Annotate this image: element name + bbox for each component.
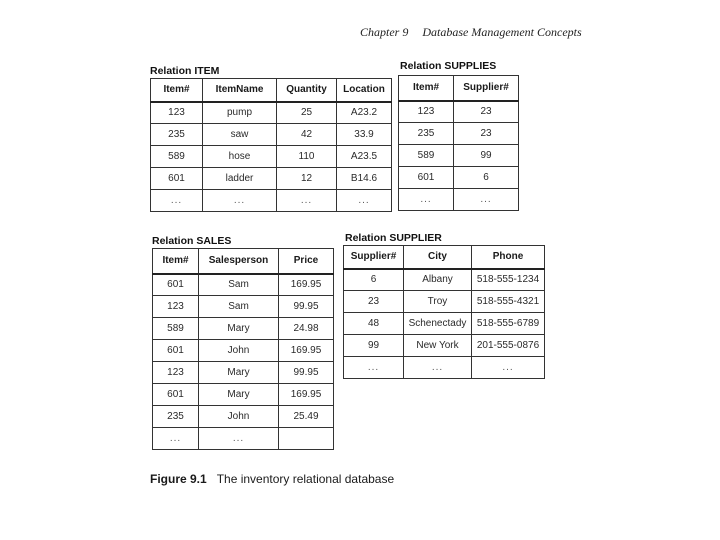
sales-header-row [153,249,334,274]
chapter-title: Database Management Concepts [422,25,582,39]
table-cell: ... [153,428,199,450]
table-cell: saw [203,124,277,146]
table-row [344,291,545,313]
table-row [153,296,334,318]
table-cell: 23 [344,291,404,313]
sales-table [152,248,334,450]
table-row [153,406,334,428]
table-cell: 123 [153,362,199,384]
column-header: Salesperson [199,249,279,274]
table-cell: 601 [151,168,203,190]
table-cell: 201-555-0876 [472,335,545,357]
table-cell: 6 [344,269,404,291]
supplies-header-row [399,76,519,101]
table-cell: Schenectady [404,313,472,335]
table-row [153,362,334,384]
table-cell: ... [199,428,279,450]
table-row [344,313,545,335]
column-header: Item# [153,249,199,274]
column-header: Quantity [277,79,337,102]
figure-label: Figure 9.1 [150,472,207,486]
table-row [399,145,519,167]
table-cell: 169.95 [279,340,334,362]
table-cell: B14.6 [337,168,392,190]
table-cell: ... [399,189,454,211]
table-cell: 99 [454,145,519,167]
table-cell: 99 [344,335,404,357]
figure-caption [150,472,394,486]
sales-relation-title: Relation SALES [152,235,232,247]
table-cell: pump [203,102,277,124]
item-relation-title: Relation ITEM [150,65,220,77]
figure-caption-text: The inventory relational database [216,472,395,486]
table-row [153,274,334,296]
table-row [344,269,545,291]
table-cell: ... [277,190,337,212]
supplier-relation-title: Relation SUPPLIER [345,232,442,244]
table-cell: 601 [153,274,199,296]
table-cell: John [199,340,279,362]
table-cell: 110 [277,146,337,168]
column-header: Item# [151,79,203,102]
table-row [151,190,392,212]
table-cell: hose [203,146,277,168]
table-cell: ladder [203,168,277,190]
table-cell [279,428,334,450]
table-cell: Mary [199,384,279,406]
table-cell: 601 [153,340,199,362]
table-cell: John [199,406,279,428]
table-cell: 48 [344,313,404,335]
table-cell: Troy [404,291,472,313]
table-cell: Mary [199,362,279,384]
table-cell: ... [404,357,472,379]
table-cell: 518-555-4321 [472,291,545,313]
table-cell: ... [151,190,203,212]
table-cell: ... [337,190,392,212]
table-row [399,101,519,123]
table-cell: 589 [153,318,199,340]
table-cell: Sam [199,274,279,296]
column-header: Location [337,79,392,102]
table-cell: ... [344,357,404,379]
table-cell: ... [454,189,519,211]
table-cell: 33.9 [337,124,392,146]
column-header: City [404,246,472,269]
column-header: Phone [472,246,545,269]
table-cell: New York [404,335,472,357]
supplies-relation-title: Relation SUPPLIES [400,60,497,72]
supplies-table [398,75,519,211]
column-header: Supplier# [454,76,519,101]
table-cell: 123 [399,101,454,123]
table-cell: 589 [151,146,203,168]
column-header: Price [279,249,334,274]
table-cell: ... [203,190,277,212]
table-cell: 25 [277,102,337,124]
table-row [153,384,334,406]
table-row [399,167,519,189]
table-cell: A23.2 [337,102,392,124]
page-header [360,25,582,40]
table-cell: 601 [399,167,454,189]
table-cell: 123 [153,296,199,318]
item-header-row [151,79,392,102]
table-row [344,335,545,357]
table-cell: Albany [404,269,472,291]
table-row [399,189,519,211]
table-cell: Sam [199,296,279,318]
chapter-label: Chapter 9 [360,25,409,39]
column-header: Item# [399,76,454,101]
table-cell: 169.95 [279,384,334,406]
table-cell: 42 [277,124,337,146]
table-cell: 123 [151,102,203,124]
table-cell: 24.98 [279,318,334,340]
table-cell: A23.5 [337,146,392,168]
supplier-header-row [344,246,545,269]
table-row [399,123,519,145]
table-row [151,146,392,168]
supplier-table [343,245,545,379]
table-cell: 23 [454,123,519,145]
table-cell: 235 [151,124,203,146]
table-row [151,124,392,146]
table-row [151,168,392,190]
table-cell: 25.49 [279,406,334,428]
table-cell: 601 [153,384,199,406]
table-cell: 99.95 [279,296,334,318]
table-cell: 235 [153,406,199,428]
table-cell: 235 [399,123,454,145]
table-cell: ... [472,357,545,379]
item-table [150,78,392,212]
table-row [151,102,392,124]
table-cell: Mary [199,318,279,340]
column-header: Supplier# [344,246,404,269]
table-cell: 12 [277,168,337,190]
table-cell: 589 [399,145,454,167]
table-cell: 23 [454,101,519,123]
table-cell: 169.95 [279,274,334,296]
column-header: ItemName [203,79,277,102]
table-row [153,428,334,450]
table-row [344,357,545,379]
table-cell: 99.95 [279,362,334,384]
table-row [153,340,334,362]
table-cell: 6 [454,167,519,189]
table-row [153,318,334,340]
table-cell: 518-555-1234 [472,269,545,291]
table-cell: 518-555-6789 [472,313,545,335]
